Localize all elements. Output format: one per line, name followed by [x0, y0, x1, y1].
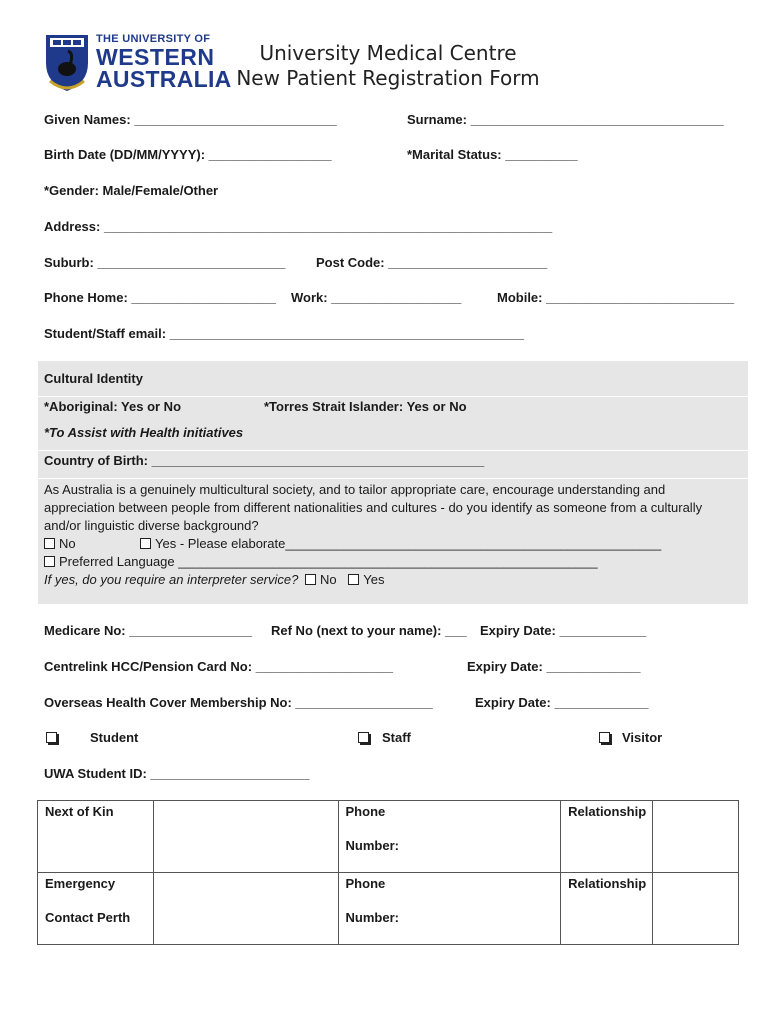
cultural-paragraph-line-3: and/or linguistic diverse background?: [44, 518, 259, 533]
uwa-student-id-field[interactable]: UWA Student ID: ______________________: [44, 766, 310, 781]
next-of-kin-name-input[interactable]: [153, 801, 338, 873]
gender-field[interactable]: *Gender: Male/Female/Other: [44, 183, 219, 198]
logo-line-2: WESTERN: [96, 44, 215, 70]
next-of-kin-label: Next of Kin: [45, 804, 114, 819]
centrelink-card-field[interactable]: Centrelink HCC/Pension Card No: ___________________: [44, 659, 394, 674]
torres-strait-field[interactable]: *Torres Strait Islander: Yes or No: [264, 399, 467, 414]
cultural-paragraph-line-1: As Australia is a genuinely multicultural society, and to tailor appropriate care, encourage understanding and: [44, 482, 666, 497]
checkbox-icon[interactable]: [140, 538, 151, 549]
cald-no-label: No: [59, 536, 76, 551]
cald-yes-label: Yes - Please elaborate____________________________________________________: [155, 536, 662, 551]
overseas-cover-field[interactable]: Overseas Health Cover Membership No: ___________________: [44, 695, 433, 710]
number-label: Number:: [345, 910, 399, 925]
surname-field[interactable]: Surname: ___________________________________: [407, 112, 724, 127]
relationship-input[interactable]: [653, 873, 739, 945]
address-field[interactable]: Address: ______________________________________________________________: [44, 219, 553, 234]
marital-status-field[interactable]: *Marital Status: __________: [407, 147, 578, 162]
emergency-label: Emergency: [45, 876, 116, 891]
suburb-field[interactable]: Suburb: __________________________: [44, 255, 286, 270]
cultural-paragraph-line-2: appreciation between people from different nationalities and cultures - do you identify as someone from a culturally: [44, 500, 703, 515]
aboriginal-field[interactable]: *Aboriginal: Yes or No: [44, 399, 182, 414]
ref-no-field[interactable]: Ref No (next to your name): ___: [271, 623, 467, 638]
country-of-birth-field[interactable]: Country of Birth: ______________________________________________: [44, 453, 485, 468]
relationship-input[interactable]: [653, 801, 739, 873]
phone-label: Phone: [345, 876, 386, 891]
student-label: Student: [90, 730, 139, 745]
work-phone-field[interactable]: Work: __________________: [291, 290, 462, 305]
preferred-language-label: Preferred Language __________________________________________________________: [59, 554, 598, 569]
checkbox-icon[interactable]: [44, 538, 55, 549]
relationship-label-cell: [561, 873, 653, 945]
post-code-field[interactable]: Post Code: ______________________: [316, 255, 548, 270]
interpreter-no-label: No: [319, 572, 337, 587]
checkbox-icon[interactable]: [348, 574, 359, 585]
logo-line-1: THE UNIVERSITY OF: [96, 33, 211, 45]
checkbox-icon[interactable]: [46, 732, 57, 743]
cultural-identity-heading: Cultural Identity: [44, 371, 143, 386]
centrelink-expiry-field[interactable]: Expiry Date: _____________: [467, 659, 641, 674]
checkbox-icon[interactable]: [599, 732, 610, 743]
phone-label-cell: [338, 873, 561, 945]
title-line-2: New Patient Registration Form: [236, 66, 540, 90]
health-initiatives-note: *To Assist with Health initiatives: [44, 425, 244, 440]
checkbox-icon[interactable]: [358, 732, 369, 743]
emergency-label-cell: [38, 873, 154, 945]
contact-perth-label: Contact Perth: [45, 910, 131, 925]
table-row: [38, 801, 739, 873]
relationship-label: Relationship: [568, 876, 647, 891]
staff-option[interactable]: [358, 730, 411, 745]
relationship-label-cell: [561, 801, 653, 873]
phone-home-field[interactable]: Phone Home: ____________________: [44, 290, 276, 305]
title-line-1: University Medical Centre: [259, 41, 517, 65]
cald-no-option[interactable]: [44, 536, 76, 551]
next-of-kin-label-cell: [38, 801, 154, 873]
interpreter-question: If yes, do you require an interpreter service?: [44, 572, 299, 587]
overseas-expiry-field[interactable]: Expiry Date: _____________: [475, 695, 649, 710]
birth-date-field[interactable]: Birth Date (DD/MM/YYYY): _________________: [44, 147, 332, 162]
given-names-field[interactable]: Given Names: ____________________________: [44, 112, 337, 127]
crest-icon: [44, 33, 90, 93]
email-field[interactable]: Student/Staff email: _________________________________________________: [44, 326, 524, 341]
preferred-language-option[interactable]: [44, 554, 598, 569]
medicare-no-field[interactable]: Medicare No: _________________: [44, 623, 253, 638]
medicare-expiry-field[interactable]: Expiry Date: ____________: [480, 623, 647, 638]
phone-label: Phone: [345, 804, 386, 819]
interpreter-row: [44, 572, 384, 587]
phone-label-cell: [338, 801, 561, 873]
logo-line-3: AUSTRALIA: [96, 66, 232, 92]
checkbox-icon[interactable]: [44, 556, 55, 567]
table-row: [38, 873, 739, 945]
divider: [38, 450, 748, 451]
checkbox-icon[interactable]: [305, 574, 316, 585]
divider: [38, 396, 748, 397]
next-of-kin-table: [37, 800, 739, 945]
visitor-label: Visitor: [622, 730, 663, 745]
university-logo: [44, 33, 232, 93]
student-option[interactable]: [46, 730, 138, 745]
number-label: Number:: [345, 838, 399, 853]
interpreter-yes-label: Yes: [363, 572, 385, 587]
cald-yes-option[interactable]: [140, 536, 661, 551]
relationship-label: Relationship: [568, 804, 647, 819]
mobile-field[interactable]: Mobile: __________________________: [497, 290, 735, 305]
divider: [38, 478, 748, 479]
staff-label: Staff: [382, 730, 411, 745]
visitor-option[interactable]: [599, 730, 662, 745]
emergency-name-input[interactable]: [153, 873, 338, 945]
